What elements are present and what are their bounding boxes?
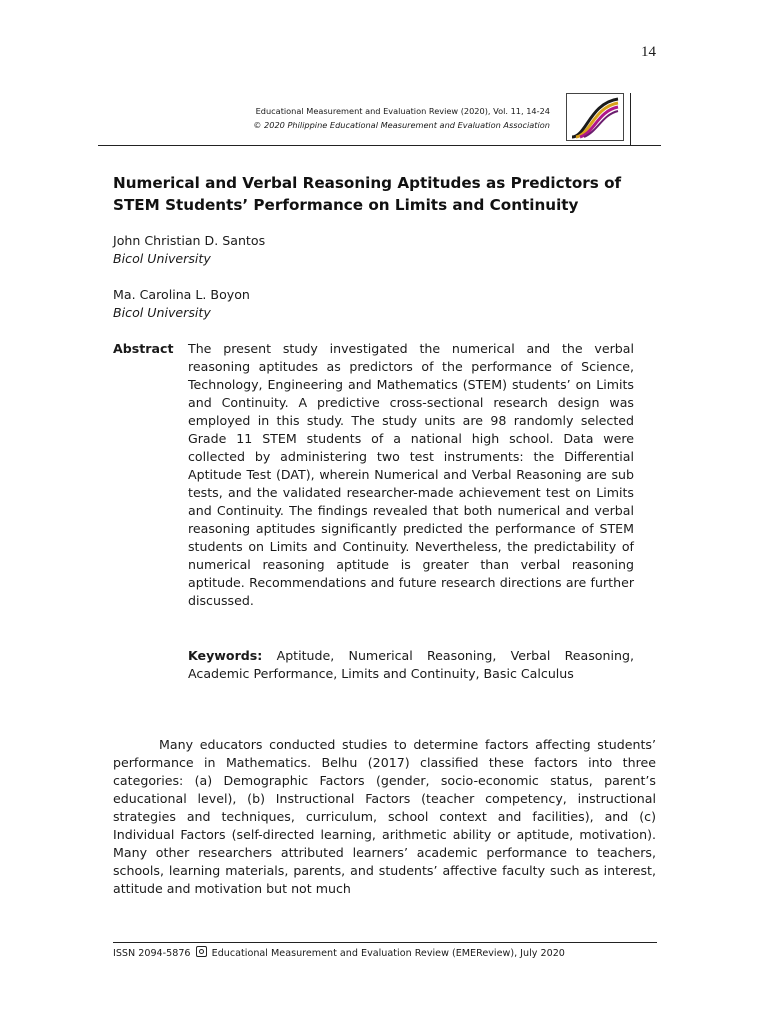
author-name: Ma. Carolina L. Boyon bbox=[113, 287, 250, 302]
author-name: John Christian D. Santos bbox=[113, 233, 266, 248]
author-block bbox=[113, 286, 513, 322]
header-vertical-rule bbox=[630, 93, 631, 145]
copyright-line: © 2020 Philippine Educational Measurement and Evaluation Association bbox=[253, 120, 550, 130]
journal-header bbox=[180, 104, 550, 132]
journal-citation-line: Educational Measurement and Evaluation Review (2020), Vol. 11, 14-24 bbox=[255, 106, 550, 116]
copyright-icon bbox=[196, 946, 207, 957]
footer-rule bbox=[113, 942, 657, 943]
author-block bbox=[113, 232, 513, 268]
author-affiliation: Bicol University bbox=[113, 251, 211, 266]
footer-issn: ISSN 2094-5876 bbox=[113, 948, 191, 959]
article-title: Numerical and Verbal Reasoning Aptitudes as Predictors of STEM Students’ Performance on Limits and Continuity bbox=[113, 174, 622, 214]
footer-journal: Educational Measurement and Evaluation Review (EMEReview), July 2020 bbox=[211, 948, 565, 959]
page-number: 14 bbox=[641, 44, 656, 60]
abstract-label: Abstract bbox=[113, 341, 174, 356]
journal-logo bbox=[566, 93, 624, 141]
abstract-text: The present study investigated the numerical and the verbal reasoning aptitudes as predictors of the performance of Science, Technology, Engineering and Mathematics (STEM) students’ on Limits and Continuity. A predictive cross-sectional research design was employed in this study. The study units are 98 randomly selected Grade 11 STEM students of a national high school. Data were collected by administering two test instruments: the Differential Aptitude Test (DAT), wherein Numerical and Verbal Reasoning are sub tests, and the validated researcher-made achievement test on Limits and Continuity. The findings revealed that both numerical and verbal reasoning aptitudes significantly predicted the performance of STEM students on Limits and Continuity. Nevertheless, the predictability of numerical reasoning aptitude is greater than verbal reasoning aptitude. Recommendations and future research directions are further discussed. bbox=[188, 341, 634, 608]
page-footer bbox=[113, 946, 673, 961]
body-paragraph: Many educators conducted studies to determine factors affecting students’ performance in Mathematics. Belhu (2017) classified these factors into three categories: (a) Demographic Factors (gender, socio-economic status, parent’s educational level), (b) Instructional Factors (teacher competency, instructional strategies and techniques, curriculum, school context and facilities), and (c) Individual Factors (self-directed learning, arithmetic ability or aptitude, motivation). Many other researchers attributed learners’ academic performance to teachers, schools, learning materials, parents, and students’ affective faculty such as interest, attitude and motivation but not much bbox=[113, 737, 656, 896]
keywords-label: Keywords: bbox=[188, 648, 263, 663]
author-affiliation: Bicol University bbox=[113, 305, 211, 320]
header-rule bbox=[98, 145, 661, 146]
keywords-block bbox=[188, 647, 634, 683]
keywords-text: Aptitude, Numerical Reasoning, Verbal Reasoning, Academic Performance, Limits and Continuity, Basic Calculus bbox=[188, 648, 634, 681]
